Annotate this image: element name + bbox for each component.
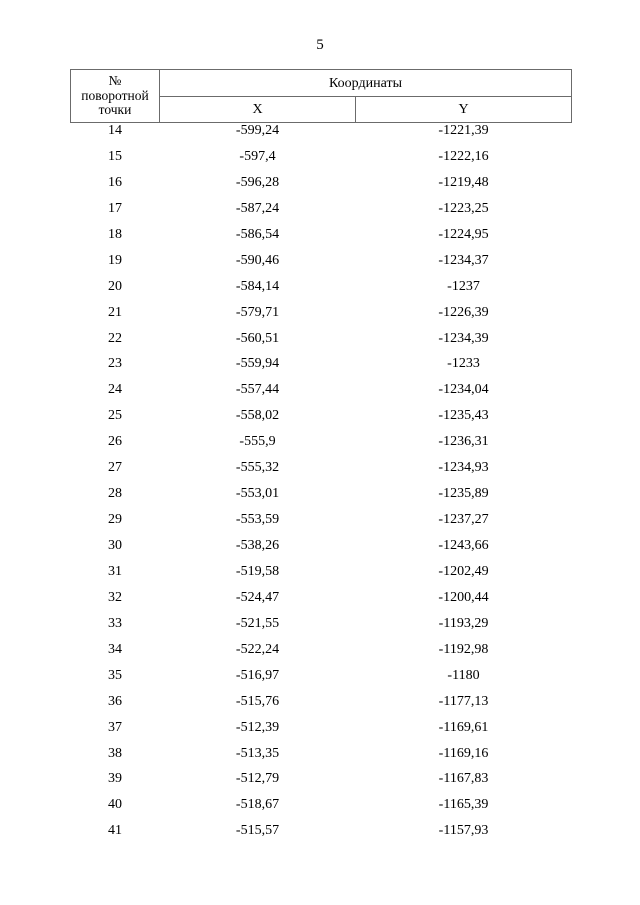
x-coordinate-cell: -560,51 [235, 330, 280, 346]
point-number-cell: 35 [108, 667, 122, 683]
y-coordinate-cell: -1223,25 [438, 200, 489, 216]
point-number-cell: 40 [108, 797, 122, 813]
x-column-header: X [160, 97, 356, 123]
x-coordinate-cell: -513,35 [235, 745, 280, 761]
table-row [71, 382, 572, 408]
page-number: 5 [316, 37, 324, 53]
y-coordinate-cell: -1157,93 [438, 823, 489, 839]
table-row [71, 305, 572, 331]
point-number-cell: 15 [108, 148, 122, 164]
coordinates-header: Координаты [160, 70, 572, 97]
point-number-cell: 18 [108, 226, 122, 242]
point-number-cell: 36 [108, 693, 122, 709]
table-row [71, 564, 572, 590]
y-coordinate-cell: -1234,39 [438, 330, 489, 346]
table-row [71, 331, 572, 357]
table-row [71, 771, 572, 797]
point-number-cell: 19 [108, 252, 122, 268]
table-row [71, 538, 572, 564]
table-row [71, 797, 572, 823]
table-row [71, 460, 572, 486]
x-coordinate-cell: -553,59 [235, 512, 280, 528]
table-row [71, 616, 572, 642]
x-coordinate-cell: -555,32 [235, 460, 280, 476]
table-row [71, 175, 572, 201]
point-number-cell: 31 [108, 563, 122, 579]
y-coordinate-cell: -1243,66 [438, 538, 489, 553]
table-row [71, 149, 572, 175]
x-coordinate-cell: -557,44 [235, 382, 280, 398]
y-coordinate-cell: -1177,13 [438, 693, 489, 709]
point-number-cell: 28 [108, 486, 122, 502]
y-coordinate-cell: -1222,16 [438, 148, 489, 164]
y-coordinate-cell: -1237 [447, 278, 480, 294]
point-number-cell: 17 [108, 200, 122, 216]
x-coordinate-cell: -518,67 [235, 797, 280, 813]
table-row [71, 227, 572, 253]
table-row [71, 823, 572, 849]
x-coordinate-cell: -555,9 [239, 434, 276, 450]
y-coordinate-cell: -1169,61 [438, 719, 489, 735]
table-row [71, 408, 572, 434]
y-coordinate-cell: -1167,83 [438, 771, 489, 787]
table-row [71, 512, 572, 538]
table-row [71, 720, 572, 746]
y-coordinate-cell: -1221,39 [438, 123, 489, 138]
x-coordinate-cell: -515,57 [235, 823, 280, 839]
point-number-cell: 23 [108, 356, 122, 372]
y-coordinate-cell: -1235,89 [438, 486, 489, 502]
point-number-cell: 27 [108, 460, 122, 476]
y-coordinate-cell: -1193,29 [438, 615, 489, 631]
table-row [71, 590, 572, 616]
x-coordinate-cell: -524,47 [235, 589, 280, 605]
y-column-header: Y [356, 97, 572, 123]
y-coordinate-cell: -1219,48 [438, 174, 489, 190]
coordinates-table [70, 69, 572, 849]
table-header [71, 70, 572, 123]
x-coordinate-cell: -538,26 [235, 538, 280, 553]
x-coordinate-cell: -584,14 [235, 278, 280, 294]
point-number-cell: 20 [108, 278, 122, 294]
x-coordinate-cell: -590,46 [235, 252, 280, 268]
table-row [71, 279, 572, 305]
point-number-cell: 14 [108, 123, 122, 138]
y-coordinate-cell: -1237,27 [438, 512, 489, 528]
x-coordinate-cell: -512,79 [235, 771, 280, 787]
table-row [71, 201, 572, 227]
point-number-cell: 41 [108, 823, 122, 839]
point-number-cell: 24 [108, 382, 122, 398]
y-coordinate-cell: -1236,31 [438, 434, 489, 450]
point-number-cell: 21 [108, 304, 122, 320]
y-coordinate-cell: -1226,39 [438, 304, 489, 320]
point-number-cell: 38 [108, 745, 122, 761]
x-coordinate-cell: -521,55 [235, 615, 280, 631]
table-row [71, 694, 572, 720]
table-row [71, 486, 572, 512]
x-coordinate-cell: -515,76 [235, 693, 280, 709]
table-row [71, 434, 572, 460]
point-number-cell: 22 [108, 330, 122, 346]
point-number-cell: 29 [108, 512, 122, 528]
table-row [71, 642, 572, 668]
y-coordinate-cell: -1233 [447, 356, 480, 372]
x-coordinate-cell: -559,94 [235, 356, 280, 372]
y-coordinate-cell: -1165,39 [438, 797, 489, 813]
point-number-cell: 37 [108, 719, 122, 735]
table-row [71, 123, 572, 149]
point-number-cell: 34 [108, 641, 122, 657]
y-coordinate-cell: -1224,95 [438, 226, 489, 242]
x-coordinate-cell: -597,4 [239, 148, 276, 164]
point-number-cell: 26 [108, 434, 122, 450]
x-coordinate-cell: -596,28 [235, 174, 280, 190]
y-coordinate-cell: -1192,98 [438, 641, 489, 657]
point-number-cell: 33 [108, 615, 122, 631]
y-coordinate-cell: -1235,43 [438, 408, 489, 424]
point-number-header-line2: поворотной [81, 87, 149, 103]
y-coordinate-cell: -1200,44 [438, 589, 489, 605]
x-coordinate-cell: -512,39 [235, 719, 280, 735]
table-row [71, 253, 572, 279]
y-coordinate-cell: -1169,16 [438, 745, 489, 761]
point-number-cell: 16 [108, 174, 122, 190]
x-coordinate-cell: -599,24 [235, 123, 280, 138]
table-row [71, 356, 572, 382]
x-coordinate-cell: -586,54 [235, 226, 280, 242]
y-coordinate-cell: -1234,93 [438, 460, 489, 476]
x-coordinate-cell: -522,24 [235, 641, 280, 657]
x-coordinate-cell: -579,71 [235, 304, 280, 320]
y-coordinate-cell: -1202,49 [438, 563, 489, 579]
point-number-header-line1: № [108, 73, 122, 89]
x-coordinate-cell: -519,58 [235, 563, 280, 579]
point-number-cell: 32 [108, 589, 122, 605]
x-coordinate-cell: -516,97 [235, 667, 280, 683]
table-row [71, 668, 572, 694]
y-coordinate-cell: -1234,37 [438, 252, 489, 268]
table-row [71, 746, 572, 772]
point-number-header-line3: точки [98, 102, 132, 118]
point-number-cell: 39 [108, 771, 122, 787]
point-number-cell: 25 [108, 408, 122, 424]
point-number-header [71, 70, 160, 123]
x-coordinate-cell: -587,24 [235, 200, 280, 216]
point-number-cell: 30 [108, 538, 122, 553]
table-body [71, 123, 572, 850]
y-coordinate-cell: -1180 [447, 667, 480, 683]
y-coordinate-cell: -1234,04 [438, 382, 489, 398]
x-coordinate-cell: -558,02 [235, 408, 280, 424]
x-coordinate-cell: -553,01 [235, 486, 280, 502]
